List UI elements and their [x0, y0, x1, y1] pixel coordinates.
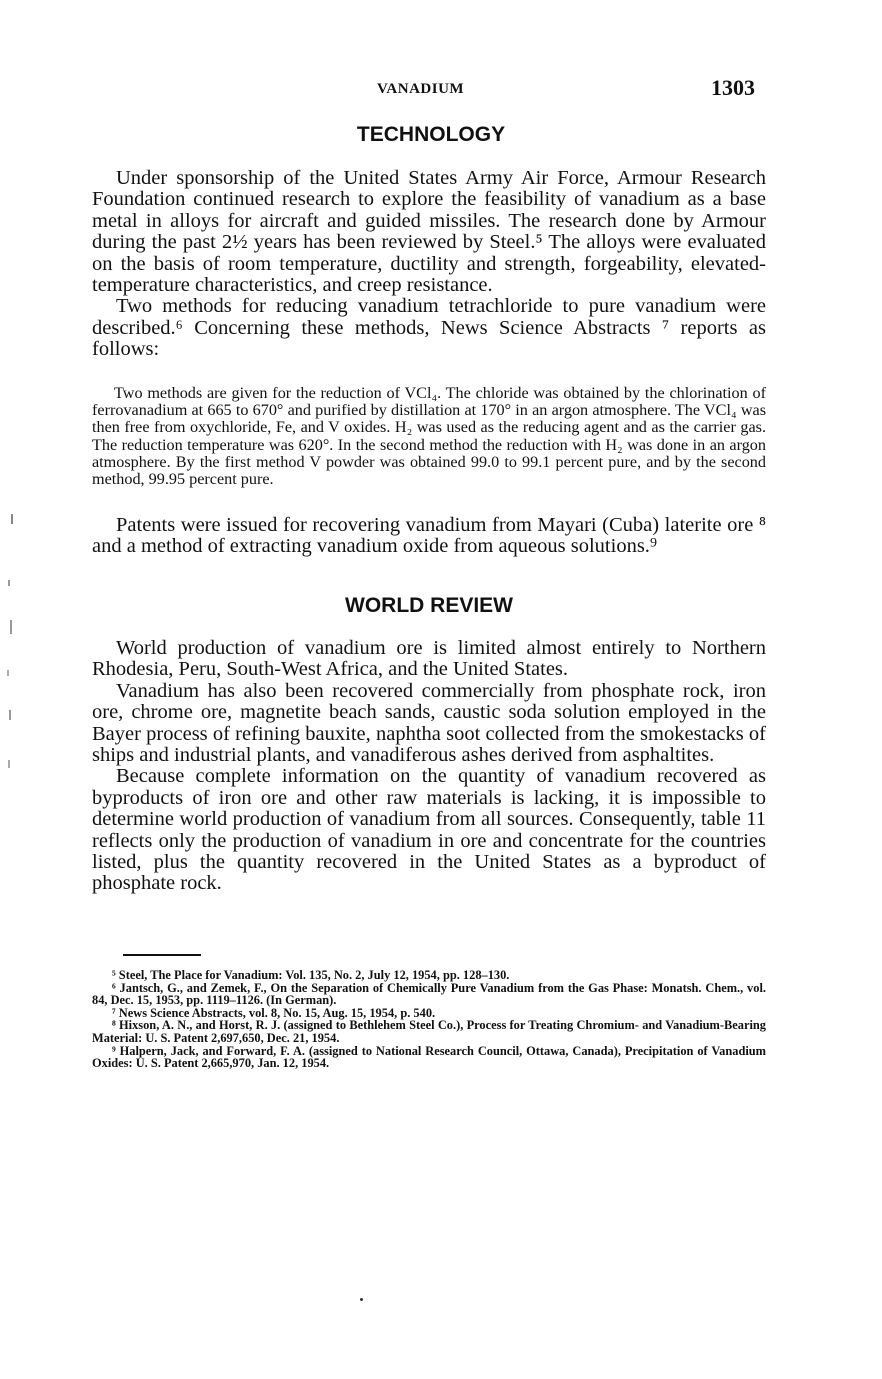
scan-specks — [2, 500, 16, 800]
paragraph: Patents were issued for recovering vanadium from Mayari (Cuba) laterite ore ⁸ and a method of extracting vanadium oxide from aqueous solutions.⁹ — [92, 514, 766, 558]
page-number: 1303 — [711, 75, 755, 100]
footnote: ⁷ News Science Abstracts, vol. 8, No. 15, Aug. 15, 1954, p. 540. — [112, 1005, 436, 1020]
footnote-rule — [123, 954, 201, 956]
quote-paragraph: Two methods are given for the reduction of VCl₄. The chloride was obtained by the chlorination of ferrovanadium at 665 to 670° and purified by distillation at 170° in an argon atmosphere. The VCl₄ was then free from oxychloride, Fe, and V oxides. H₂ was used as the reducing agent and as the carrier gas. The reduction temperature was 620°. In the second method the reduction with H₂ was done in an argon atmosphere. By the first method V powder was obtained 99.0 to 99.1 percent pure, and by the second method, 99.95 percent pure. — [92, 384, 766, 489]
section-heading-world-review: WORLD REVIEW — [345, 594, 513, 617]
footnote: ⁸ Hixson, A. N., and Horst, R. J. (assigned to Bethlehem Steel Co.), Process for Treating Chromium- and Vanadium-Bearing Material: U. S. Patent 2,697,650, Dec. 21, 1954. — [92, 1018, 766, 1045]
technology-body — [92, 168, 766, 361]
footnote: ⁵ Steel, The Place for Vanadium: Vol. 135, No. 2, July 12, 1954, pp. 128–130. — [112, 968, 510, 982]
section-heading-technology: TECHNOLOGY — [356, 123, 506, 146]
paragraph: Because complete information on the quantity of vanadium recovered as byproducts of iron ore and other raw materials is lacking, it is impossible to determine world production of vanadium from all sources. Consequently, table 11 reflects only the production of vanadium in ore and concentrate for the countries listed, plus the quantity recovered in the United States as a byproduct of phosphate rock. — [92, 765, 766, 895]
scan-dot — [360, 1298, 363, 1301]
paragraph: Two methods for reducing vanadium tetrachloride to pure vanadium were described.⁶ Concerning these methods, News Science Abstracts ⁷ reports as follows: — [92, 295, 766, 361]
footnote: ⁹ Halpern, Jack, and Forward, F. A. (assigned to National Research Council, Ottawa, Canada), Precipitation of Vanadium Oxides: U. S. Patent 2,665,970, Jan. 12, 1954. — [92, 1043, 766, 1071]
paragraph: Under sponsorship of the United States Army Air Force, Armour Research Foundation continued research to explore the feasibility of vanadium as a base metal in alloys for aircraft and guided missiles. The research done by Armour during the past 2½ years has been reviewed by Steel.⁵ The alloys were evaluated on the basis of room temperature, ductility and strength, forgeability, elevated-temperature characteristics, and creep resistance. — [92, 167, 766, 297]
footnotes — [92, 969, 766, 1070]
paragraph: World production of vanadium ore is limited almost entirely to Northern Rhodesia, Peru, South-West Africa, and the United States. — [92, 637, 766, 681]
paragraph: Vanadium has also been recovered commercially from phosphate rock, iron ore, chrome ore, magnetite beach sands, caustic soda solution employed in the Bayer process of refining bauxite, naphtha soot collected from the smokestacks of ships and industrial plants, and vanadiferous ashes derived from asphaltites. — [92, 679, 766, 767]
footnote: ⁶ Jantsch, G., and Zemek, F., On the Separation of Chemically Pure Vanadium from the Gas Phase: Monatsh. Chem., vol. 84, Dec. 15, 1953, pp. 1119–1126. (In German). — [92, 980, 766, 1008]
technology-body-continued — [92, 515, 766, 558]
world-review-body — [92, 638, 766, 895]
running-head-title: VANADIUM — [377, 81, 465, 97]
quoted-abstract — [92, 385, 766, 488]
